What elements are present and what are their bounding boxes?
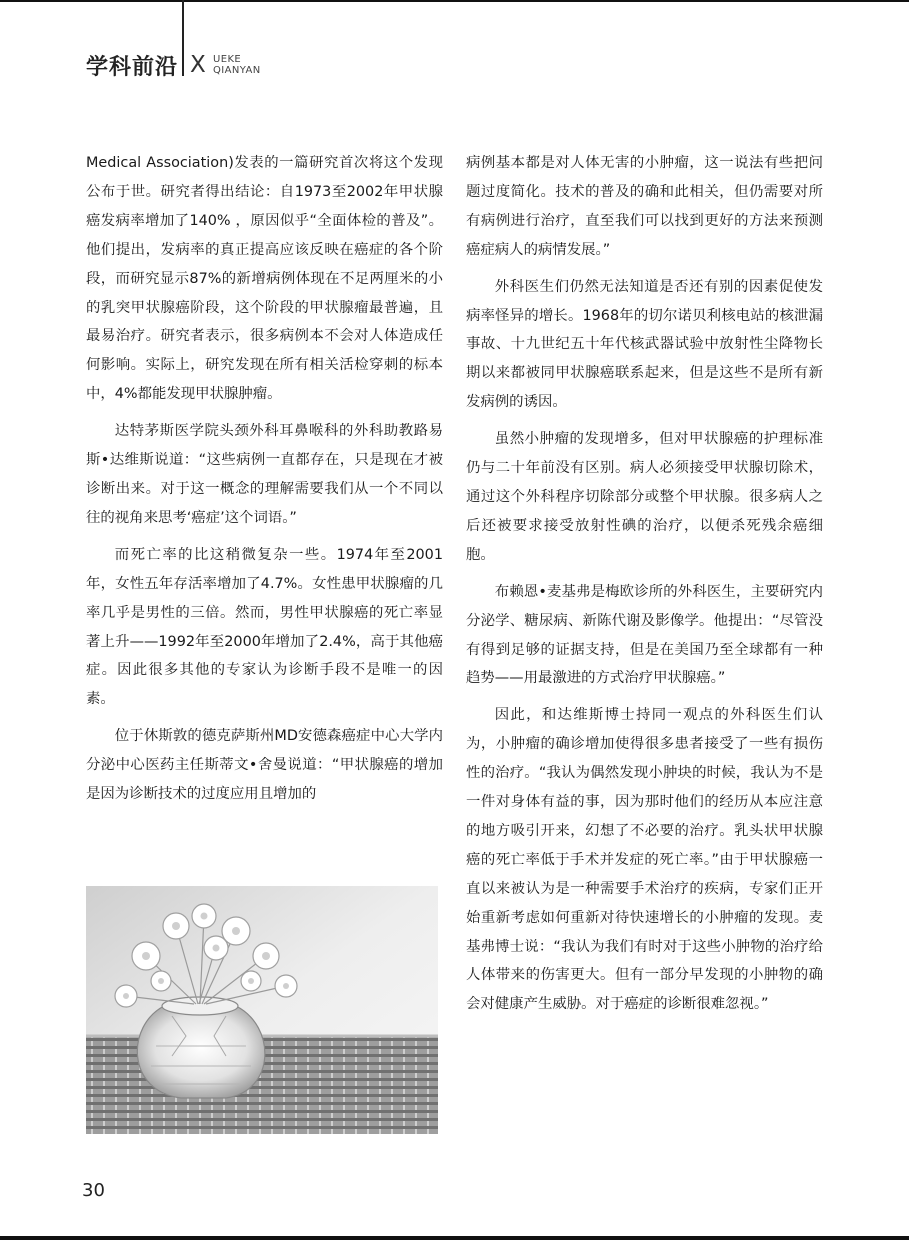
right-column bbox=[466, 149, 823, 1019]
section-logo bbox=[190, 52, 280, 78]
paragraph: 而死亡率的比这稍微复杂一些。1974年至2001年，女性五年存活率增加了4.7%。女性患甲状腺瘤的几率几乎是男性的三倍。然而，男性甲状腺癌的死亡率显著上升——1992年至2000年增加了2.4%，高于其他癌症。因此很多其他的专家认为诊断手段不是唯一的因素。 bbox=[86, 546, 443, 708]
bottom-rule bbox=[0, 1236, 909, 1240]
paragraph: 病例基本都是对人体无害的小肿瘤，这一说法有些把问题过度简化。技术的普及的确和此相关，但仍需要对所有病例进行治疗，直至我们可以找到更好的方法来预测癌症病人的病情发展。” bbox=[466, 155, 823, 258]
paragraph: 外科医生们仍然无法知道是否还有别的因素促使发病率怪异的增长。1968年的切尔诺贝利核电站的核泄漏事故、十九世纪五十年代核武器试验中放射性尘降物长期以来都被同甲状腺癌联系起来，但是这些不是所有新发病例的诱因。 bbox=[466, 278, 823, 411]
paragraph: Medical Association)发表的一篇研究首次将这个发现公布于世。研究者得出结论：自1973至2002年甲状腺癌发病率增加了140% ，原因似乎“全面体检的普及”。他们提出，发病率的真正提高应该反映在癌症的各个阶段，而研究显示87%的新增病例体现在不足两厘米的小的乳突甲状腺癌阶段，这个阶段的甲状腺瘤最普遍，且最易治疗。研究者表示，很多病例本不会对人体造成任何影响。实际上，研究发现在所有相关活检穿刺的标本中，4%都能发现甲状腺肿瘤。 bbox=[86, 155, 443, 403]
paragraph: 布赖恩•麦基弗是梅欧诊所的外科医生，主要研究内分泌学、糖尿病、新陈代谢及影像学。他提出：“尽管没有得到足够的证据支持，但是在美国乃至全球都有一种趋势——用最激进的方式治疗甲状腺癌。” bbox=[466, 583, 823, 687]
left-column bbox=[86, 149, 443, 809]
logo-line-2: QIANYAN bbox=[213, 65, 261, 76]
paragraph: 达特茅斯医学院头颈外科耳鼻喉科的外科助教路易斯•达维斯说道：“这些病例一直都存在，只是现在才被诊断出来。对于这一概念的理解需要我们从一个不同以往的视角来思考‘癌症’这个词语。” bbox=[86, 423, 443, 526]
page-number: 30 bbox=[82, 1180, 105, 1201]
section-title: 学科前沿 bbox=[86, 55, 179, 80]
header-divider bbox=[182, 0, 184, 76]
flower-vase-photo bbox=[86, 886, 438, 1134]
paragraph: 位于休斯敦的德克萨斯州MD安德森癌症中心大学内分泌中心医药主任斯蒂文•舍曼说道：“甲状腺癌的增加是因为诊断技术的过度应用且增加的 bbox=[86, 728, 443, 803]
paragraph: 因此，和达维斯博士持同一观点的外科医生们认为，小肿瘤的确诊增加使得很多患者接受了一些有损伤性的治疗。“我认为偶然发现小肿块的时候，我认为不是一件对身体有益的事，因为那时他们的经历从本应注意的地方吸引开来，幻想了不必要的治疗。乳头状甲状腺癌的死亡率低于手术并发症的死亡率。”由于甲状腺癌一直以来被认为是一种需要手术治疗的疾病，专家们正开始重新考虑如何重新对待快速增长的小肿瘤的发现。麦基弗博士说：“我认为我们有时对于这些小肿物的治疗给人体带来的伤害更大。但有一部分早发现的小肿物的确会对健康产生威胁。对于癌症的诊断很难忽视。” bbox=[466, 707, 823, 1013]
top-rule bbox=[0, 0, 909, 2]
logo-line-1: UEKE bbox=[213, 54, 242, 65]
logo-letter: X bbox=[190, 52, 206, 78]
paragraph: 虽然小肿瘤的发现增多，但对甲状腺癌的护理标准仍与二十年前没有区别。病人必须接受甲状腺切除术，通过这个外科程序切除部分或整个甲状腺。很多病人之后还被要求接受放射性碘的治疗，以便杀死残余癌细胞。 bbox=[466, 431, 823, 563]
